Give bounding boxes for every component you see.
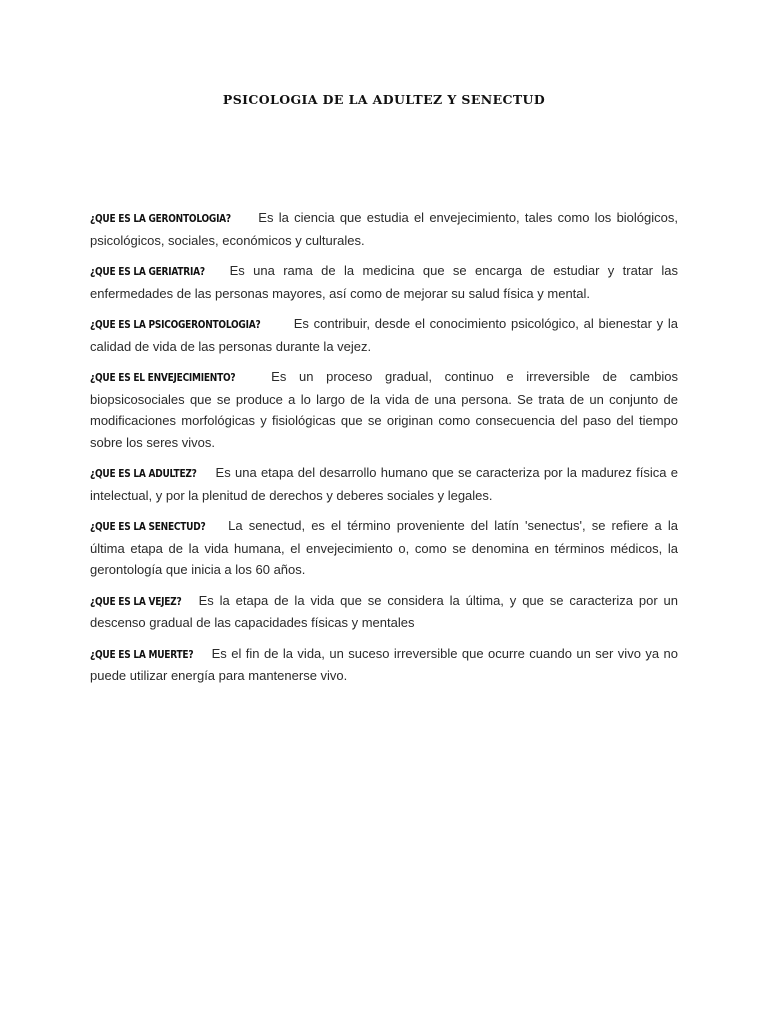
document-title: PSICOLOGIA DE LA ADULTEZ Y SENECTUD [222, 92, 546, 107]
paragraph-gerontologia [90, 207, 678, 251]
answer-text: Es una rama de la medicina que se encarga de estudiar y tratar las enfermedades de las personas mayores, así como de mejorar su salud física y mental. [90, 263, 678, 301]
paragraph-geriatria [90, 260, 678, 304]
question-heading: ¿QUE ES EL ENVEJECIMIENTO? [90, 371, 236, 384]
answer-text: Es la ciencia que estudia el envejecimiento, tales como los biológicos, psicológicos, sociales, económicos y culturales. [90, 210, 678, 248]
question-heading: ¿QUE ES LA PSICOGERONTOLOGIA? [90, 318, 261, 331]
question-heading: ¿QUE ES LA VEJEZ? [90, 594, 182, 608]
answer-text: Es contribuir, desde el conocimiento psicológico, al bienestar y la calidad de vida de las personas durante la vejez. [90, 316, 678, 354]
question-heading: ¿QUE ES LA MUERTE? [90, 647, 194, 661]
paragraph-vejez [90, 590, 678, 634]
paragraph-muerte [90, 643, 678, 687]
document-body [90, 207, 678, 696]
question-heading: ¿QUE ES LA GERIATRIA? [90, 265, 205, 278]
answer-text: Es un proceso gradual, continuo e irreversible de cambios biopsicosociales que se produce a lo largo de la vida de una persona. Se trata de un conjunto de modificaciones morfológicas y fisiológicas que se originan como consecuencia del paso del tiempo sobre los seres vivos. [90, 369, 678, 450]
answer-text: Es la etapa de la vida que se considera la última, y que se caracteriza por un descenso gradual de las capacidades físicas y mentales [90, 592, 678, 630]
paragraph-adultez [90, 462, 678, 506]
answer-text: Es el fin de la vida, un suceso irreversible que ocurre cuando un ser vivo ya no puede utilizar energía para mantenerse vivo. [90, 645, 678, 683]
question-heading: ¿QUE ES LA GERONTOLOGIA? [90, 212, 231, 225]
answer-text: La senectud, es el término proveniente del latín 'senectus', se refiere a la última etapa de la vida humana, el envejecimiento o, como se denomina en términos médicos, la gerontología que inicia a los 60 años. [90, 518, 678, 577]
paragraph-senectud [90, 515, 678, 581]
paragraph-envejecimiento [90, 366, 678, 453]
paragraph-psicogerontologia [90, 313, 678, 357]
question-heading: ¿QUE ES LA ADULTEZ? [90, 467, 197, 480]
question-heading: ¿QUE ES LA SENECTUD? [90, 520, 206, 533]
answer-text: Es una etapa del desarrollo humano que se caracteriza por la madurez física e intelectual, y por la plenitud de derechos y deberes sociales y legales. [90, 465, 678, 503]
